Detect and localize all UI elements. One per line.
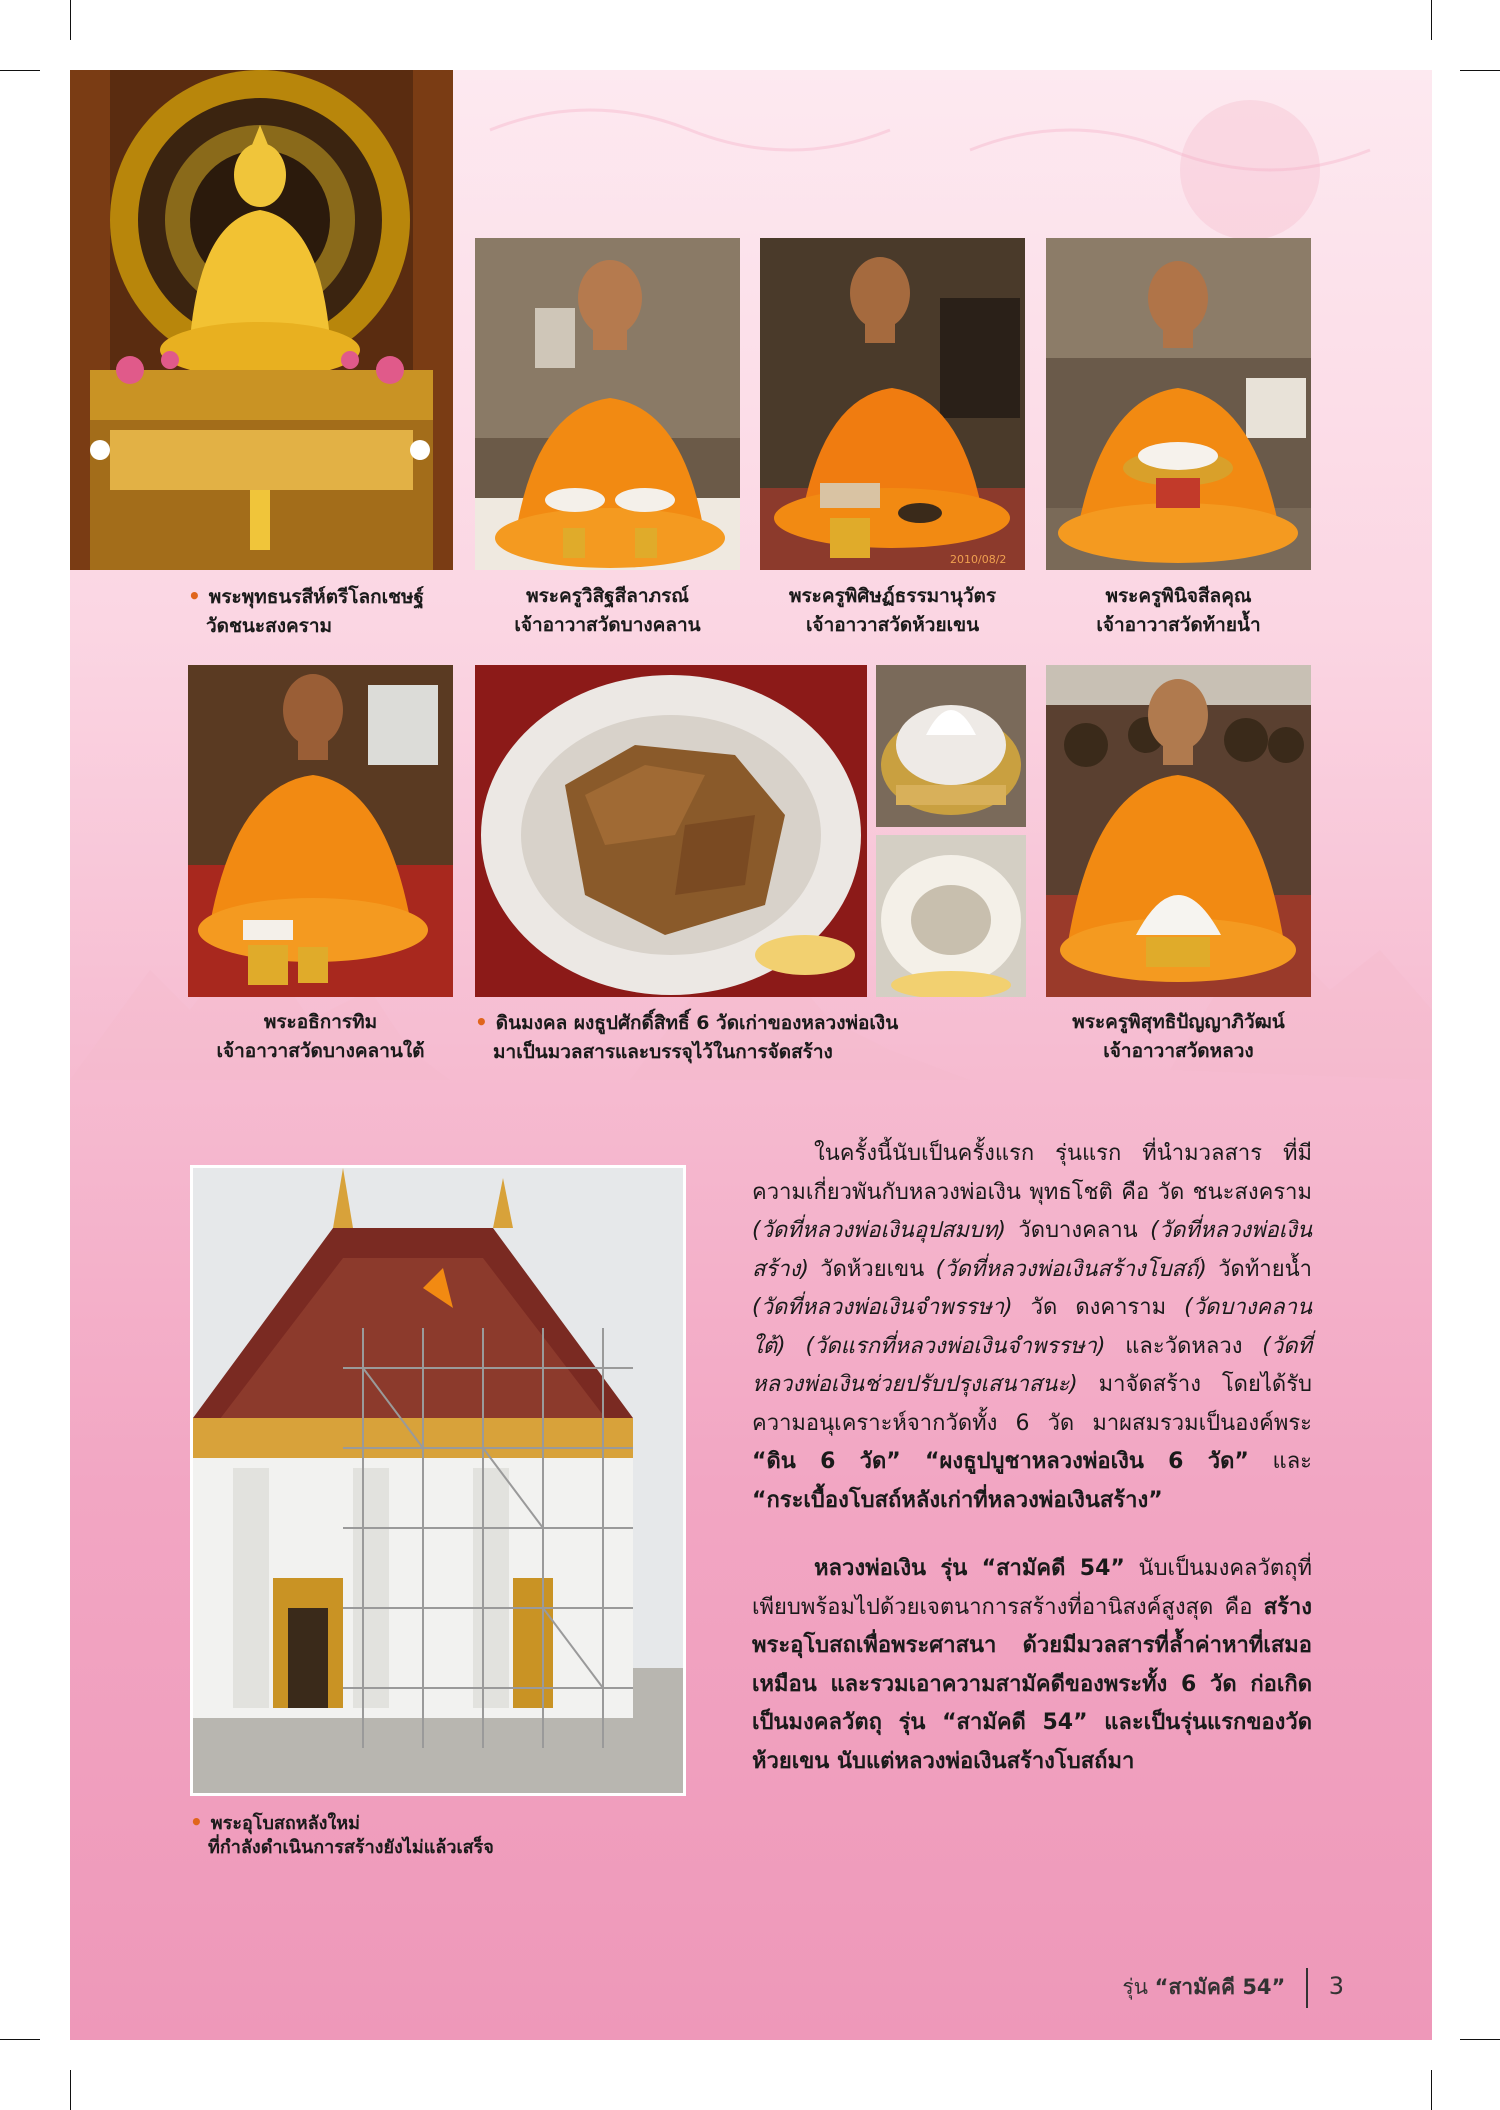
photo-date-stamp: 2010/08/2	[950, 553, 1007, 566]
sacred-soil-photo	[475, 665, 867, 997]
crop-mark	[70, 0, 71, 40]
caption-buddha	[188, 582, 488, 641]
crop-mark	[70, 2070, 71, 2110]
crop-mark	[0, 2039, 40, 2040]
monk-photo-4	[188, 665, 453, 997]
monk-photo-1	[475, 238, 740, 570]
caption-monk-5	[1036, 1008, 1321, 1066]
caption-line: พระครูพิศิษฏ์ธรรมานุวัตร	[788, 585, 997, 607]
caption-line: พระพุทธนรสีห์ตรีโลกเชษฐ์	[208, 586, 424, 608]
caption-monk-4	[178, 1008, 463, 1066]
bullet-icon: •	[188, 584, 201, 608]
caption-line: เจ้าอาวาสวัดหลวง	[1103, 1040, 1254, 1062]
crop-mark	[1460, 70, 1500, 71]
caption-line: วัดชนะสงคราม	[206, 615, 333, 637]
caption-line: พระครูวิสิฐสีลาภรณ์	[526, 585, 689, 607]
caption-line: พระครูพินิจสีลคุณ	[1105, 585, 1252, 607]
monk-photo-2	[760, 238, 1025, 570]
crop-mark	[1431, 0, 1432, 40]
crop-mark	[1460, 2039, 1500, 2040]
footer-divider	[1306, 1968, 1308, 2008]
page-number: 3	[1328, 1972, 1344, 2000]
ordination-hall-construction-photo	[190, 1165, 686, 1796]
caption-line: พระครูพิสุทธิปัญญาภิวัฒน์	[1072, 1011, 1285, 1033]
caption-line: พระอธิการทิม	[263, 1011, 378, 1033]
magazine-page	[70, 70, 1432, 2040]
caption-line: พระอุโบสถหลังใหม่	[210, 1813, 360, 1834]
caption-line: เจ้าอาวาสวัดบางคลาน	[514, 614, 701, 636]
caption-monk-2	[750, 582, 1035, 640]
footer-edition-name: “สามัคคี 54”	[1154, 1975, 1286, 1999]
bullet-icon: •	[190, 1810, 203, 1834]
caption-line: เจ้าอาวาสวัดท้ายน้ำ	[1096, 614, 1261, 636]
caption-ordination-hall	[190, 1810, 690, 1860]
caption-line: มาเป็นมวลสารและบรรจุไว้ในการจัดสร้าง	[493, 1041, 833, 1063]
incense-powder-photo	[876, 665, 1026, 827]
footer-series-label: รุ่น	[1122, 1975, 1148, 1999]
crop-mark	[1431, 2070, 1432, 2110]
caption-line: เจ้าอาวาสวัดบางคลานใต้	[216, 1040, 425, 1062]
roof-tile-powder-photo	[876, 835, 1026, 997]
crop-mark	[0, 70, 40, 71]
buddha-statue-photo	[70, 70, 453, 570]
page-footer	[1122, 1968, 1344, 2008]
monk-photo-5	[1046, 665, 1311, 997]
monk-photo-3	[1046, 238, 1311, 570]
article-paragraph-2: หลวงพ่อเงิน รุ่น “สามัคดี 54” นับเป็นมงคลวัตถุที่เพียบพร้อมไปด้วยเจตนาการสร้างที่อานิสงค์สูงสุด คือ สร้างพระอุโบสถเพื่อพระศาสนา ด้วยมีมวลสารที่ล้ำค่าหาที่เสมอเหมือน และรวมเอาความสามัคดีของพระทั้ง 6 วัด ก่อเกิดเป็นมงคลวัตถุ รุ่น “สามัคดี 54” และเป็นรุ่นแรกของวัดห้วยเขน นับแต่หลวงพ่อเงินสร้างโบสถ์มา	[752, 1556, 1312, 1774]
caption-monk-1	[465, 582, 750, 640]
article-paragraph-1: ในครั้งนี้นับเป็นครั้งแรก รุ่นแรก ที่นำมวลสาร ที่มีความเกี่ยวพันกับหลวงพ่อเงิน พุทธโชติ คือ วัด ชนะสงคราม (วัดที่หลวงพ่อเงินอุปสมบท) วัดบางคลาน (วัดที่หลวงพ่อเงินสร้าง) วัดห้วยเขน (วัดที่หลวงพ่อเงินสร้างโบสถ์) วัดท้ายน้ำ (วัดที่หลวงพ่อเงินจำพรรษา) วัด ดงคาราม (วัดบางคลานใต้) (วัดแรกที่หลวงพ่อเงินจำพรรษา) และวัดหลวง (วัดที่หลวงพ่อเงินช่วยปรับปรุงเสนาสนะ) มาจัดสร้าง โดยได้รับความอนุเคราะห์จากวัดทั้ง 6 วัด มาผสมรวมเป็นองค์พระ “ดิน 6 วัด” “ผงธูปบูชาหลวงพ่อเงิน 6 วัด” และ “กระเบื้องโบสถ์หลังเก่าที่หลวงพ่อเงินสร้าง”	[752, 1141, 1313, 1513]
bullet-icon: •	[475, 1010, 488, 1034]
caption-line: ดินมงคล ผงธูปศักดิ์สิทธิ์ 6 วัดเก่าของหลวงพ่อเงิน	[495, 1012, 899, 1034]
article-body	[752, 1135, 1312, 1781]
caption-sacred-materials	[475, 1008, 1035, 1067]
caption-line: ที่กำลังดำเนินการสร้างยังไม่แล้วเสร็จ	[208, 1837, 494, 1858]
caption-monk-3	[1036, 582, 1321, 640]
caption-line: เจ้าอาวาสวัดห้วยเขน	[805, 614, 980, 636]
